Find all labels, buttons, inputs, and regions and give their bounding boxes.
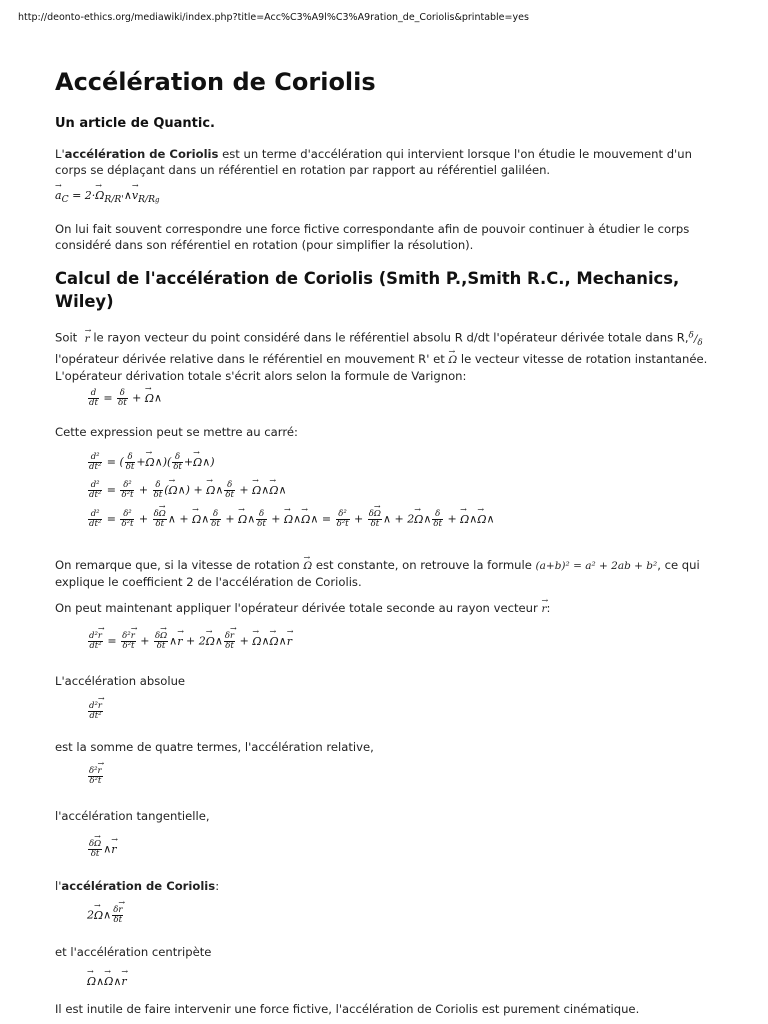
tangential-label: l'accélération tangentielle, [55,809,210,823]
page-url: http://deonto-ethics.org/mediawiki/index.php?title=Acc%C3%A9l%C3%A9ration_de_Coriolis&printable=yes [18,12,529,23]
sum-label: est la somme de quatre termes, l'accélération relative, [55,740,374,754]
formula-tangential: $\frac{\delta\to \Omega}{\delta t}$ ∧→ r [87,840,117,859]
conclusion-paragraph: Il est inutile de faire intervenir une force fictive, l'accélération de Coriolis est purement cinématique. [55,1002,640,1016]
formula-square-1: $\frac{\text{d²}}{\text{dt²}}$ = ( $\frac{\delta}{\delta t}$ +→ Ω∧)( $\frac{\delta}{\delta t}$ +→ Ω∧) [87,453,215,472]
formula-square-3: $\frac{\text{d²}}{\text{dt²}}$ = $\frac{\text{δ²}}{\text{δ²t}}$ + $\frac{\delta\to \Omega}{\delta t}$ ∧ + → Ω∧ $\frac{\delta}{\delta t}$ + → Ω∧ $\frac{\delta}{\delta t}$ + → Ω∧→ Ω∧ = $\frac{\text{δ²}}{\text{δ²t}}$ + $\frac{\delta\to \Omega}{\delta t}$ ∧ + 2→ Ω∧ $\frac{\delta}{\delta t}$ + → Ω∧→ Ω∧ [87,510,495,529]
intro-paragraph: L'accélération de Coriolis est un terme d'accélération qui intervient lorsque l'on étudie le mouvement d'un corps se déplaçant dans un référentiel en rotation par rapport au référentiel galiléen. [55,147,692,177]
coriolis-label: l'accélération de Coriolis: [55,879,220,893]
formula-square-2: $\frac{\text{d²}}{\text{dt²}}$ = $\frac{\text{δ²}}{\text{δ²t}}$ + $\frac{\delta}{\delta t}$ (→ Ω∧) + → Ω∧ $\frac{\delta}{\delta t}$ + → Ω∧→ Ω∧ [87,481,287,500]
remarque-paragraph: On remarque que, si la vitesse de rotation → Ω est constante, on retrouve la formule (a+b)² = a² + 2ab + b², ce qui explique le coefficient 2 de l'accélération de Coriolis. [55,557,710,590]
formula-centripetal: → Ω∧→ Ω∧→ r [87,975,127,988]
page-title: Accélération de Coriolis [55,68,376,96]
article-subtitle: Un article de Quantic. [55,116,215,131]
formula-coriolis: → $a_C = 2\cdot\to$ $\Omega_{R/R'}\wedge\to v_{R/Rg}$ [55,189,159,205]
intro-term: accélération de Coriolis [64,147,219,161]
formula-absolute: $\frac{\text{d²→ r}}{\text{dt²}}$ [87,702,104,721]
apply-paragraph: On peut maintenant appliquer l'opérateur dérivée totale seconde au rayon vecteur → r: [55,600,710,617]
formula-coriolis-term: 2→ Ω∧ $\frac{\delta\to r}{\delta t}$ [87,906,124,925]
centripetal-label: et l'accélération centripète [55,945,212,959]
square-paragraph: Cette expression peut se mettre au carré: [55,425,298,439]
soit-paragraph: Soit → r le rayon vecteur du point considéré dans le référentiel absolu R d/dt l'opérateur dérivée totale dans $R,^\delta/_\delta$ l'opérateur dérivée relative dans le référentiel en mouvement R' et → Ω le vecteur vitesse de rotation instantanée. L'opérateur dérivation totale s'écrit alors selon la formule de Varignon: [55,327,710,384]
formula-total-acceleration: $\frac{\text{d²→ r}}{\text{dt²}}$ = $\frac{\text{δ²→ r}}{\text{δ²t}}$ + $\frac{\delta\to \Omega}{\delta t}$ ∧→ r + 2→ Ω∧ $\frac{\delta\to r}{\delta t}$ + → Ω∧→ Ω∧→ r [87,632,292,651]
section-heading: Calcul de l'accélération de Coriolis (Smith P.,Smith R.C., Mechanics, Wiley) [55,269,680,311]
formula-relative: $\frac{\text{δ²→ r}}{\text{δ²t}}$ [87,767,104,786]
formula-varignon: $\frac{d}{dt}$ = $\frac{\delta}{\delta t}$ + → Ω∧ [87,389,162,408]
force-paragraph: On lui fait souvent correspondre une force fictive correspondante afin de pouvoir continuer à étudier le corps considéré dans son référentiel en rotation (pour simplifier la résolution). [55,222,690,252]
absolute-label: L'accélération absolue [55,674,186,688]
